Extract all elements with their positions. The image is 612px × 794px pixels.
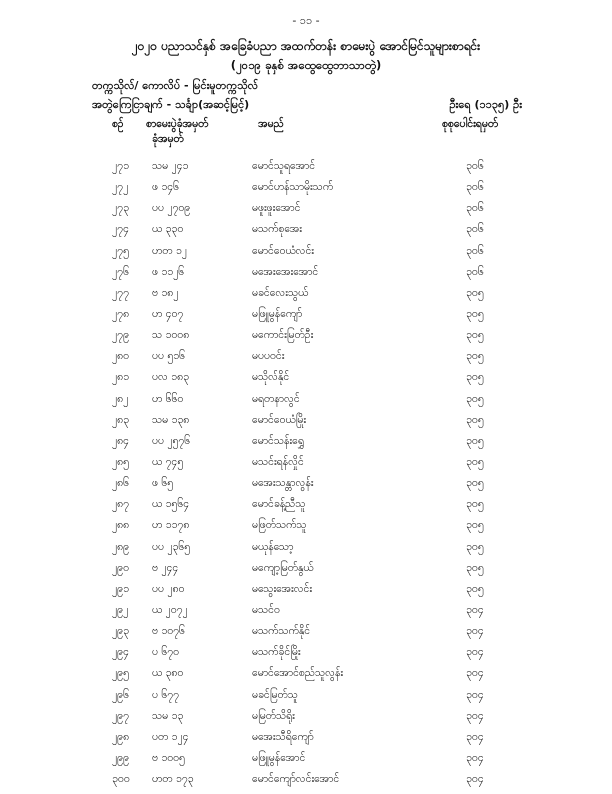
table-row — [0, 202, 612, 223]
row-number: ၂၈၅ — [112, 455, 130, 468]
row-number: ၂၈၉ — [112, 540, 130, 553]
row-number: ၂၇၃ — [112, 202, 129, 215]
table-row — [0, 393, 612, 414]
student-name: မခင်မြတ်သူ — [252, 688, 298, 701]
table-row — [0, 710, 612, 731]
student-name: မမြတ်သိရိုး — [252, 709, 295, 722]
row-number: ၂၉၂ — [112, 603, 129, 616]
total-marks: ၃၀၅ — [466, 477, 484, 490]
total-marks: ၃၀၆ — [466, 160, 484, 172]
row-number: ၂၉၁ — [112, 582, 129, 595]
table-row — [0, 625, 612, 646]
exam-number: ဖ ၆၅ — [152, 477, 174, 490]
exam-number: ဟ ၁၁၇၈ — [152, 519, 190, 532]
document-title: ၂၀၂၀ ပညာသင်နှစ် အခြေခံပညာ အထက်တန်း စာမေးပွဲ အောင်မြင်သူများစာရင်း — [131, 39, 481, 53]
student-name: မောင်ခန့်ညီသူ — [252, 498, 306, 511]
student-name: မောင်အောင်စည်သူလွန်း — [252, 667, 344, 680]
row-number: ၂၇၅ — [112, 244, 129, 257]
university-label: တက္ကသိုလ်/ ကောလိပ် - မြင်းမူတက္ကသိုလ် — [92, 79, 259, 92]
student-name: မသင်းရန်လှိုင် — [252, 455, 304, 468]
student-name: မသင်ဝ — [252, 603, 280, 616]
total-marks: ၃၀၅ — [466, 392, 484, 405]
exam-number: ဟတ ၁၇၃ — [152, 773, 194, 786]
total-marks: ၃၀၅ — [466, 455, 484, 468]
table-row — [0, 414, 612, 435]
table-row — [0, 245, 612, 266]
total-marks: ၃၀၅ — [466, 561, 484, 574]
total-marks: ၃၀၄ — [466, 667, 484, 680]
document-subtitle: (၂၀၁၉ ခုနှစ် အထွေထွေဘာသာတွဲ) — [230, 58, 382, 72]
total-marks: ၃၀၆ — [466, 202, 484, 215]
table-row — [0, 667, 612, 688]
row-number: ၂၉၇ — [112, 709, 129, 722]
table-row — [0, 498, 612, 519]
total-marks: ၃၀၆ — [466, 181, 484, 194]
row-number: ၂၈၃ — [112, 413, 130, 426]
student-name: မောင်သူရအောင် — [252, 160, 316, 172]
table-row — [0, 223, 612, 244]
student-name: မသွေးအေးလင်း — [252, 582, 313, 595]
total-marks: ၃၀၄ — [466, 773, 484, 786]
table-row — [0, 329, 612, 350]
total-marks: ၃၀၅ — [466, 540, 484, 553]
row-number: ၃၀၀ — [112, 773, 130, 786]
student-name: မအေးအေးအောင် — [252, 265, 319, 278]
total-marks: ၃၀၅ — [466, 329, 484, 342]
exam-number: ယ ၇၄၅ — [152, 455, 184, 468]
exam-number: သမ ၂၄၁ — [152, 160, 189, 172]
row-number: ၂၈၂ — [112, 392, 129, 405]
student-name: မအေးသန္တာလွန်း — [252, 477, 314, 490]
row-number: ၂၇၉ — [112, 329, 129, 342]
row-number: ၂၉၈ — [112, 730, 130, 743]
exam-number: ဗ ၁၈၂ — [152, 286, 179, 299]
row-number: ၂၈၇ — [112, 498, 130, 511]
exam-number: ဖ ၁၁၂၆ — [152, 265, 185, 278]
row-number: ၂၇၁ — [112, 160, 129, 172]
header-marks: စုစုပေါင်းရမှတ် — [442, 118, 499, 130]
exam-number: ဟတ ၁၂ — [152, 244, 187, 257]
row-number: ၂၈၄ — [112, 434, 130, 447]
table-row — [0, 646, 612, 667]
row-number: ၂၉၉ — [112, 751, 129, 764]
table-row — [0, 689, 612, 710]
student-name: မောင်ဟန်သာမိုးသက် — [252, 181, 334, 194]
student-name: မကောင်းမြတ်ဦး — [252, 329, 314, 342]
total-marks: ၃၀၅ — [466, 434, 484, 447]
total-marks: ၃၀၆ — [466, 244, 484, 257]
student-name: မောင်ကျော်လင်းအောင် — [252, 773, 340, 786]
row-number: ၂၇၄ — [112, 223, 129, 236]
table-row — [0, 456, 612, 477]
total-marks: ၃၀၅ — [466, 371, 484, 384]
exam-number: ပ ၆၇၇ — [152, 688, 180, 701]
row-number: ၂၈၆ — [112, 477, 130, 490]
header-name: အမည် — [258, 118, 284, 130]
row-number: ၂၉၆ — [112, 688, 129, 701]
row-number: ၂၇၆ — [112, 265, 129, 278]
exam-number: ယ ၂၀၇၂ — [152, 603, 188, 616]
total-marks: ၃၀၅ — [466, 519, 484, 532]
table-row — [0, 371, 612, 392]
table-row — [0, 731, 612, 752]
results-table — [0, 160, 612, 794]
exam-number: ဗ ၂၄၄ — [152, 561, 179, 574]
exam-number: ယ ၃၈၀ — [152, 667, 184, 680]
exam-number: ပတ ၁၂၄ — [152, 730, 189, 743]
table-row — [0, 604, 612, 625]
exam-number: ဟ ၄၀၇ — [152, 307, 184, 320]
section-label: အတွဲကြေငြာချက် - သင်္ချာ(အဆင့်မြင့်) — [92, 98, 250, 111]
table-row — [0, 181, 612, 202]
table-row — [0, 160, 612, 181]
total-marks: ၃၀၆ — [466, 223, 484, 236]
row-number: ၂၈၀ — [112, 350, 130, 363]
student-name: မသက်ခိုင်မြိုး — [252, 646, 301, 659]
exam-number: ပပ ၅၁၆ — [152, 350, 186, 363]
exam-number: ပပ ၂၈၀ — [152, 582, 185, 595]
total-marks: ၃၀၅ — [466, 582, 484, 595]
header-no: စဉ် — [112, 118, 124, 130]
total-marks: ၃၀၅ — [466, 286, 484, 299]
exam-number: သမ ၁၃ — [152, 709, 184, 722]
exam-number: ဗ ၁၀၀၅ — [152, 751, 185, 764]
total-marks: ၃၀၅ — [466, 413, 484, 426]
exam-number: ဗ ၁၀၇၆ — [152, 625, 185, 638]
table-row — [0, 583, 612, 604]
table-row — [0, 477, 612, 498]
row-number: ၂၉၄ — [112, 646, 129, 659]
total-marks: ၃၀၄ — [466, 603, 484, 616]
student-name: မောင်ဝေယံလင်း — [252, 244, 314, 257]
student-name: မယုန်သော့ — [252, 540, 294, 553]
row-number: ၂၇၂ — [112, 181, 129, 194]
total-marks: ၃၀၄ — [466, 646, 484, 659]
student-name: မသိုလ်နိုင် — [252, 371, 290, 384]
table-row — [0, 435, 612, 456]
student-name: မကျော့မြတ်နွယ် — [252, 561, 314, 574]
table-row — [0, 562, 612, 583]
table-row — [0, 519, 612, 540]
student-name: မသက်သက်နိုင် — [252, 625, 311, 638]
total-marks: ၃၀၄ — [466, 751, 484, 764]
total-marks: ၃၀၄ — [466, 625, 484, 638]
exam-number: ပလ ၁၈၃ — [152, 371, 189, 384]
header-exam-number: စာမေးပွဲခုံအမှတ် — [146, 118, 209, 130]
table-row — [0, 287, 612, 308]
exam-number: ယ ၁၅၆၄ — [152, 498, 190, 511]
row-number: ၂၇၇ — [112, 286, 129, 299]
row-number: ၂၇၈ — [112, 307, 130, 320]
table-row — [0, 752, 612, 773]
exam-number: သမ ၁၃၈ — [152, 413, 190, 426]
exam-number: ပ ၆၇၀ — [152, 646, 180, 659]
student-name: မောင်သန်းရွှေ — [252, 434, 305, 447]
total-marks: ၃၀၅ — [466, 498, 484, 511]
total-marks: ၃၀၄ — [466, 730, 484, 743]
student-name: မဖြတ်သက်သူ — [252, 519, 307, 532]
table-row — [0, 308, 612, 329]
student-name: မဖူးဖူးအောင် — [252, 202, 301, 215]
exam-number: ပပ ၂၃၆၅ — [152, 540, 191, 553]
exam-number: ပပ ၂၇၀၉ — [152, 202, 191, 215]
row-number: ၂၉၅ — [112, 667, 129, 680]
table-row — [0, 266, 612, 287]
student-name: မရတနာလွင် — [252, 392, 300, 405]
row-number: ၂၉၃ — [112, 625, 129, 638]
exam-number: ဟ ၆၆၀ — [152, 392, 184, 405]
table-row — [0, 541, 612, 562]
exam-number: ယ ၃၃၀ — [152, 223, 184, 236]
total-marks: ၃၀၅ — [466, 307, 484, 320]
exam-number: ပပ ၂၅၇၆ — [152, 434, 191, 447]
student-name: မအေးသီရိကျော် — [252, 730, 314, 743]
exam-number: ဖ ၁၄၆ — [152, 181, 180, 194]
total-marks: ၃၀၄ — [466, 709, 484, 722]
count-label: ဦးရေ (၁၁၃၅) ဦး — [449, 98, 522, 111]
row-number: ၂၈၈ — [112, 519, 130, 532]
row-number: ၂၈၁ — [112, 371, 130, 384]
student-name: မသက်စုအေး — [252, 223, 302, 236]
student-name: မောင်ဝေယံမြိုး — [252, 413, 307, 426]
page-number: - ၁၁ - — [292, 14, 320, 27]
table-row — [0, 350, 612, 371]
total-marks: ၃၀၄ — [466, 688, 484, 701]
total-marks: ၃၀၆ — [466, 265, 484, 278]
row-number: ၂၉၀ — [112, 561, 129, 574]
student-name: မခင်လေးသွယ် — [252, 286, 309, 299]
header-exam-number-line2: ခုံအမှတ် — [152, 133, 184, 145]
exam-number: သ ၁၀၀၈ — [152, 329, 190, 342]
total-marks: ၃၀၅ — [466, 350, 484, 363]
student-name: မဖြူမွန်ကျော် — [252, 307, 303, 320]
student-name: မပပဝင်း — [252, 350, 285, 363]
table-row — [0, 773, 612, 794]
student-name: မဖြူမွန်အောင် — [252, 751, 306, 764]
